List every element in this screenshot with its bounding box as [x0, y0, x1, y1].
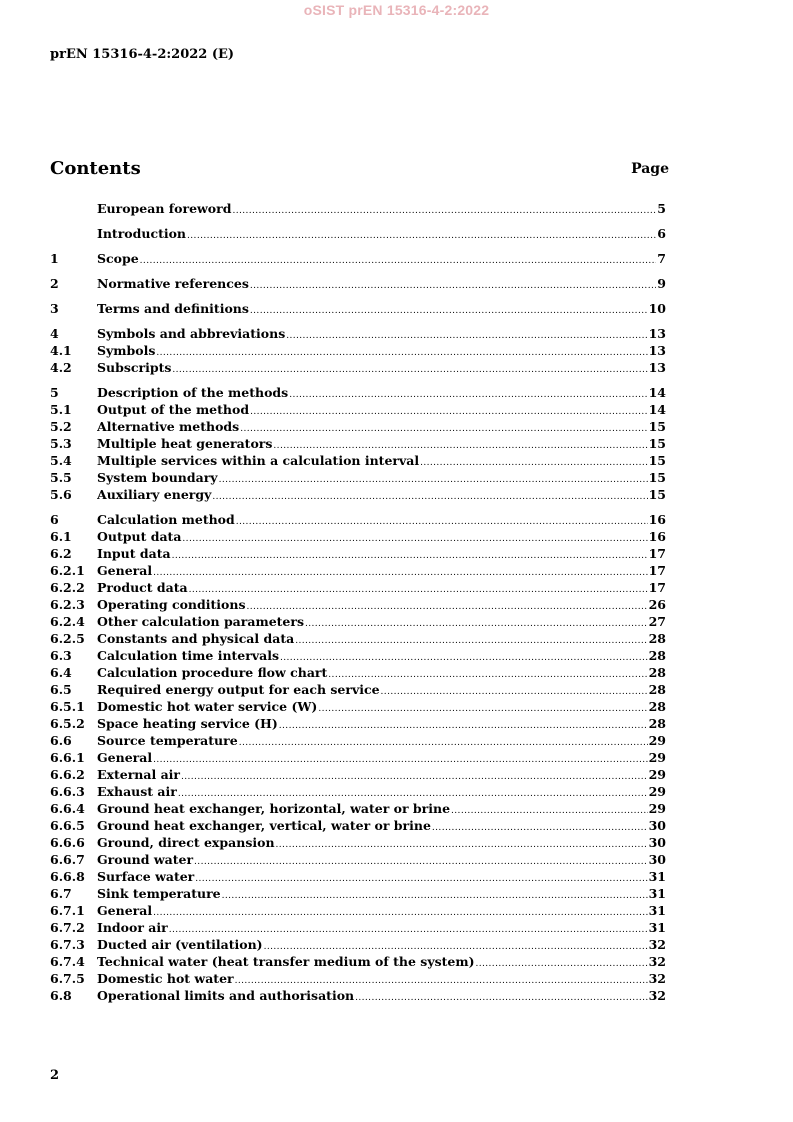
toc-entry-number: 6.6.4 [50, 801, 85, 816]
toc-entry-line [97, 648, 649, 663]
dot-leader [276, 840, 648, 850]
toc-entry-page: 31 [648, 869, 666, 884]
dot-leader [182, 534, 647, 544]
toc-entry-page: 30 [648, 835, 666, 850]
toc-entry-page: 28 [648, 648, 666, 663]
dot-leader [355, 993, 647, 1003]
toc-entry-line [97, 419, 649, 434]
dot-leader [169, 925, 648, 935]
toc-entry-line [97, 453, 649, 468]
toc-entry[interactable] [50, 852, 666, 869]
dot-leader [178, 789, 648, 799]
toc-entry-title[interactable]: Multiple heat generators [97, 436, 273, 451]
toc-entry-page: 27 [648, 614, 666, 629]
toc-entry-title[interactable]: Surface water [97, 869, 195, 884]
toc-entry-number: 6.8 [50, 988, 72, 1003]
toc-entry-line [97, 682, 649, 697]
toc-entry-line [97, 529, 649, 544]
toc-entry-title[interactable]: Operating conditions [97, 597, 246, 612]
toc-entry-line [97, 580, 649, 595]
toc-entry-line [97, 818, 649, 833]
toc-entry-line [97, 301, 649, 316]
toc-entry-page: 17 [648, 563, 666, 578]
toc-entry-line [97, 436, 649, 451]
toc-entry[interactable] [50, 784, 666, 801]
toc-entry[interactable] [50, 385, 666, 402]
toc-entry-page: 10 [648, 301, 666, 316]
contents-title: Contents [50, 158, 141, 179]
toc-entry-line [97, 512, 649, 527]
toc-entry-page: 32 [648, 971, 666, 986]
toc-entry-number: 6.7.2 [50, 920, 85, 935]
toc-entry[interactable] [50, 326, 666, 343]
toc-entry-line [97, 326, 649, 341]
toc-entry-line [97, 360, 649, 375]
dot-leader [239, 738, 648, 748]
toc-entry-number: 6.6.6 [50, 835, 85, 850]
toc-entry-line [97, 784, 649, 799]
toc-entry-page: 31 [648, 886, 666, 901]
toc-entry-title[interactable]: Auxiliary energy [97, 487, 212, 502]
toc-entry-number: 4.1 [50, 343, 72, 358]
dot-leader [195, 874, 647, 884]
toc-entry[interactable] [50, 699, 666, 716]
toc-entry-line [97, 385, 649, 400]
dot-leader [232, 206, 656, 216]
toc-entry-page: 29 [648, 767, 666, 782]
dot-leader [187, 231, 656, 241]
toc-entry-line [97, 801, 649, 816]
table-of-contents [50, 201, 666, 1005]
toc-entry-line [97, 835, 649, 850]
toc-entry[interactable] [50, 920, 666, 937]
dot-leader [240, 424, 647, 434]
toc-entry-line [97, 750, 649, 765]
toc-entry-page: 15 [648, 470, 666, 485]
toc-entry-number: 6.2.1 [50, 563, 85, 578]
dot-leader [420, 458, 647, 468]
toc-entry-line [97, 733, 649, 748]
toc-entry-number: 6.2.2 [50, 580, 85, 595]
dot-leader [250, 407, 648, 417]
toc-entry[interactable] [50, 597, 666, 614]
toc-entry-title[interactable]: System boundary [97, 470, 218, 485]
toc-entry-number: 6.7.1 [50, 903, 85, 918]
toc-entry-title[interactable]: Normative references [97, 276, 249, 291]
toc-entry-page: 15 [648, 419, 666, 434]
toc-entry-page: 30 [648, 818, 666, 833]
dot-leader [219, 475, 648, 485]
toc-entry-title[interactable]: Symbols and abbreviations [97, 326, 286, 341]
toc-entry[interactable] [50, 251, 666, 268]
toc-entry-title[interactable]: General [97, 563, 153, 578]
dot-leader [451, 806, 648, 816]
toc-entry-page: 14 [648, 402, 666, 417]
toc-entry-title[interactable]: Introduction [97, 226, 187, 241]
toc-entry[interactable] [50, 937, 666, 954]
dot-leader [222, 891, 648, 901]
toc-entry[interactable] [50, 988, 666, 1005]
toc-entry-page: 31 [648, 920, 666, 935]
dot-leader [476, 959, 648, 969]
toc-entry-title[interactable]: European foreword [97, 201, 232, 216]
toc-entry-title[interactable]: Ground heat exchanger, horizontal, water or brine [97, 801, 451, 816]
toc-entry-page: 17 [648, 546, 666, 561]
toc-entry-page: 28 [648, 716, 666, 731]
toc-entry-line [97, 487, 649, 502]
toc-entry[interactable] [50, 903, 666, 920]
toc-entry-title[interactable]: Technical water (heat transfer medium of the system) [97, 954, 475, 969]
toc-entry-page: 15 [648, 487, 666, 502]
toc-entry-title[interactable]: Operational limits and authorisation [97, 988, 355, 1003]
toc-entry-title[interactable]: Output of the method [97, 402, 250, 417]
toc-entry-title[interactable]: Subscripts [97, 360, 172, 375]
toc-entry-number: 5.6 [50, 487, 72, 502]
toc-entry-title[interactable]: Other calculation parameters [97, 614, 305, 629]
dot-leader [181, 772, 648, 782]
toc-entry-page: 5 [657, 201, 666, 216]
toc-entry-page: 6 [657, 226, 666, 241]
toc-entry-title[interactable]: Exhaust air [97, 784, 177, 799]
toc-entry-title[interactable]: External air [97, 767, 181, 782]
toc-entry-page: 15 [648, 453, 666, 468]
toc-entry-line [97, 716, 649, 731]
toc-entry[interactable] [50, 470, 666, 487]
toc-entry-number: 6.6.8 [50, 869, 85, 884]
toc-entry-title[interactable]: Ducted air (ventilation) [97, 937, 263, 952]
dot-leader [153, 568, 647, 578]
toc-entry-title[interactable]: Space heating service (H) [97, 716, 278, 731]
dot-leader [279, 721, 648, 731]
toc-entry-page: 28 [648, 699, 666, 714]
toc-entry-line [97, 937, 649, 952]
toc-entry-page: 16 [648, 529, 666, 544]
toc-entry-line [97, 276, 657, 291]
toc-entry-number: 6.6.2 [50, 767, 85, 782]
toc-entry-title[interactable]: Required energy output for each service [97, 682, 380, 697]
toc-entry[interactable] [50, 682, 666, 699]
toc-entry-line [97, 251, 657, 266]
toc-entry-page: 29 [648, 784, 666, 799]
dot-leader [250, 281, 656, 291]
toc-entry-number: 6.6.1 [50, 750, 85, 765]
toc-entry-title[interactable]: Terms and definitions [97, 301, 249, 316]
toc-entry[interactable] [50, 343, 666, 360]
toc-entry-line [97, 402, 649, 417]
toc-entry-line [97, 201, 657, 216]
toc-entry-title[interactable]: Output data [97, 529, 182, 544]
toc-entry[interactable] [50, 453, 666, 470]
toc-entry-title[interactable]: Ground, direct expansion [97, 835, 275, 850]
toc-entry-page: 31 [648, 903, 666, 918]
toc-entry-page: 13 [648, 326, 666, 341]
toc-entry-line [97, 920, 649, 935]
toc-entry-number: 5.5 [50, 470, 72, 485]
toc-entry-page: 13 [648, 360, 666, 375]
dot-leader [295, 636, 647, 646]
toc-entry-title[interactable]: Calculation method [97, 512, 235, 527]
toc-entry-number: 6.6.3 [50, 784, 85, 799]
toc-entry[interactable] [50, 869, 666, 886]
toc-entry-title[interactable]: Domestic hot water [97, 971, 234, 986]
dot-leader [153, 755, 647, 765]
toc-entry-title[interactable]: Input data [97, 546, 171, 561]
toc-entry[interactable] [50, 563, 666, 580]
toc-entry-title[interactable]: Calculation time intervals [97, 648, 279, 663]
toc-entry-page: 13 [648, 343, 666, 358]
dot-leader [273, 441, 647, 451]
toc-entry-line [97, 971, 649, 986]
toc-entry-page: 28 [648, 682, 666, 697]
dot-leader [318, 704, 647, 714]
dot-leader [235, 976, 648, 986]
toc-entry-page: 15 [648, 436, 666, 451]
toc-entry[interactable] [50, 419, 666, 436]
toc-entry-page: 30 [648, 852, 666, 867]
dot-leader [156, 348, 647, 358]
page-column-heading: Page [631, 161, 669, 177]
toc-entry[interactable] [50, 512, 666, 529]
toc-entry[interactable] [50, 402, 666, 419]
toc-entry-page: 32 [648, 988, 666, 1003]
toc-entry[interactable] [50, 614, 666, 631]
toc-entry-title[interactable]: Symbols [97, 343, 156, 358]
toc-entry[interactable] [50, 631, 666, 648]
toc-entry-number: 5.1 [50, 402, 72, 417]
toc-entry-title[interactable]: Calculation procedure flow chart [97, 665, 328, 680]
toc-entry-number: 6.7 [50, 886, 72, 901]
toc-entry-number: 6.7.5 [50, 971, 85, 986]
toc-entry-title[interactable]: General [97, 750, 153, 765]
toc-entry[interactable] [50, 529, 666, 546]
toc-entry[interactable] [50, 226, 666, 243]
toc-entry-page: 26 [648, 597, 666, 612]
toc-entry-number: 6.2.4 [50, 614, 85, 629]
toc-entry-title[interactable]: Domestic hot water service (W) [97, 699, 318, 714]
toc-entry-number: 6.1 [50, 529, 72, 544]
toc-entry[interactable] [50, 648, 666, 665]
toc-entry-number: 5 [50, 385, 59, 400]
toc-entry[interactable] [50, 360, 666, 377]
toc-entry-page: 29 [648, 801, 666, 816]
dot-leader [305, 619, 648, 629]
toc-entry-line [97, 869, 649, 884]
dot-leader [381, 687, 648, 697]
toc-entry-number: 6.4 [50, 665, 72, 680]
toc-entry-page: 9 [657, 276, 666, 291]
toc-entry-number: 6.6 [50, 733, 72, 748]
toc-entry-number: 5.4 [50, 453, 72, 468]
toc-entry-number: 3 [50, 301, 59, 316]
toc-entry[interactable] [50, 801, 666, 818]
toc-entry-number: 6.2 [50, 546, 72, 561]
toc-entry-number: 5.3 [50, 436, 72, 451]
dot-leader [236, 517, 648, 527]
toc-entry-title[interactable]: Alternative methods [97, 419, 240, 434]
toc-entry-number: 2 [50, 276, 59, 291]
dot-leader [432, 823, 648, 833]
toc-entry-page: 7 [657, 251, 666, 266]
toc-entry-number: 6.6.5 [50, 818, 85, 833]
toc-entry-line [97, 988, 649, 1003]
dot-leader [189, 585, 648, 595]
toc-entry-line [97, 886, 649, 901]
toc-entry-title[interactable]: Multiple services within a calculation interval [97, 453, 420, 468]
toc-entry-page: 29 [648, 750, 666, 765]
toc-entry-number: 4.2 [50, 360, 72, 375]
toc-entry-title[interactable]: Scope [97, 251, 139, 266]
toc-entry-line [97, 665, 649, 680]
toc-entry[interactable] [50, 750, 666, 767]
toc-entry-page: 14 [648, 385, 666, 400]
dot-leader [172, 365, 647, 375]
toc-entry-page: 28 [648, 631, 666, 646]
dot-leader [250, 306, 648, 316]
toc-entry[interactable] [50, 767, 666, 784]
toc-entry-page: 16 [648, 512, 666, 527]
dot-leader [246, 602, 647, 612]
toc-entry-line [97, 903, 649, 918]
toc-entry-number: 5.2 [50, 419, 72, 434]
toc-entry-number: 6.5 [50, 682, 72, 697]
toc-entry-page: 29 [648, 733, 666, 748]
dot-leader [172, 551, 648, 561]
toc-entry[interactable] [50, 201, 666, 218]
toc-entry-title[interactable]: Indoor air [97, 920, 168, 935]
toc-entry-line [97, 597, 649, 612]
toc-entry-page: 17 [648, 580, 666, 595]
toc-entry-line [97, 767, 649, 782]
toc-entry-title[interactable]: Description of the methods [97, 385, 289, 400]
dot-leader [194, 857, 648, 867]
toc-entry-title[interactable]: Ground heat exchanger, vertical, water or brine [97, 818, 431, 833]
toc-entry[interactable] [50, 818, 666, 835]
dot-leader [286, 331, 647, 341]
toc-entry-line [97, 954, 649, 969]
toc-entry-number: 1 [50, 251, 59, 266]
watermark: oSIST prEN 15316-4-2:2022 [303, 2, 490, 18]
toc-entry-number: 6.3 [50, 648, 72, 663]
dot-leader [212, 492, 647, 502]
toc-entry[interactable] [50, 835, 666, 852]
toc-entry[interactable] [50, 886, 666, 903]
toc-entry-line [97, 470, 649, 485]
dot-leader [328, 670, 647, 680]
page-number: 2 [50, 1068, 60, 1083]
toc-entry-number: 6.7.3 [50, 937, 85, 952]
toc-entry-page: 32 [648, 937, 666, 952]
toc-entry-line [97, 631, 649, 646]
toc-entry-number: 6.5.2 [50, 716, 85, 731]
toc-entry[interactable] [50, 276, 666, 293]
toc-entry-line [97, 343, 649, 358]
toc-entry[interactable] [50, 546, 666, 563]
toc-entry-title[interactable]: General [97, 903, 153, 918]
toc-entry-title[interactable]: Sink temperature [97, 886, 221, 901]
toc-entry-line [97, 699, 649, 714]
toc-entry-number: 6.5.1 [50, 699, 85, 714]
toc-entry-number: 6.2.5 [50, 631, 85, 646]
toc-entry[interactable] [50, 971, 666, 988]
toc-entry-line [97, 546, 649, 561]
toc-entry-number: 4 [50, 326, 59, 341]
toc-entry[interactable] [50, 436, 666, 453]
toc-entry-title[interactable]: Source temperature [97, 733, 238, 748]
dot-leader [264, 942, 648, 952]
toc-entry-title[interactable]: Constants and physical data [97, 631, 295, 646]
toc-entry[interactable] [50, 733, 666, 750]
toc-entry-line [97, 226, 657, 241]
toc-entry-title[interactable]: Ground water [97, 852, 194, 867]
document-id: prEN 15316-4-2:2022 (E) [50, 47, 235, 62]
toc-entry[interactable] [50, 665, 666, 682]
dot-leader [140, 256, 657, 266]
toc-entry-page: 28 [648, 665, 666, 680]
toc-entry-number: 6.7.4 [50, 954, 85, 969]
dot-leader [289, 390, 647, 400]
dot-leader [153, 908, 647, 918]
toc-entry-number: 6.6.7 [50, 852, 85, 867]
toc-entry[interactable] [50, 580, 666, 597]
toc-entry-line [97, 614, 649, 629]
toc-entry[interactable] [50, 301, 666, 318]
toc-entry[interactable] [50, 487, 666, 504]
toc-entry[interactable] [50, 954, 666, 971]
toc-entry[interactable] [50, 716, 666, 733]
toc-entry-number: 6.2.3 [50, 597, 85, 612]
toc-entry-line [97, 563, 649, 578]
toc-entry-line [97, 852, 649, 867]
toc-entry-page: 32 [648, 954, 666, 969]
dot-leader [280, 653, 648, 663]
toc-entry-number: 6 [50, 512, 59, 527]
toc-entry-title[interactable]: Product data [97, 580, 188, 595]
